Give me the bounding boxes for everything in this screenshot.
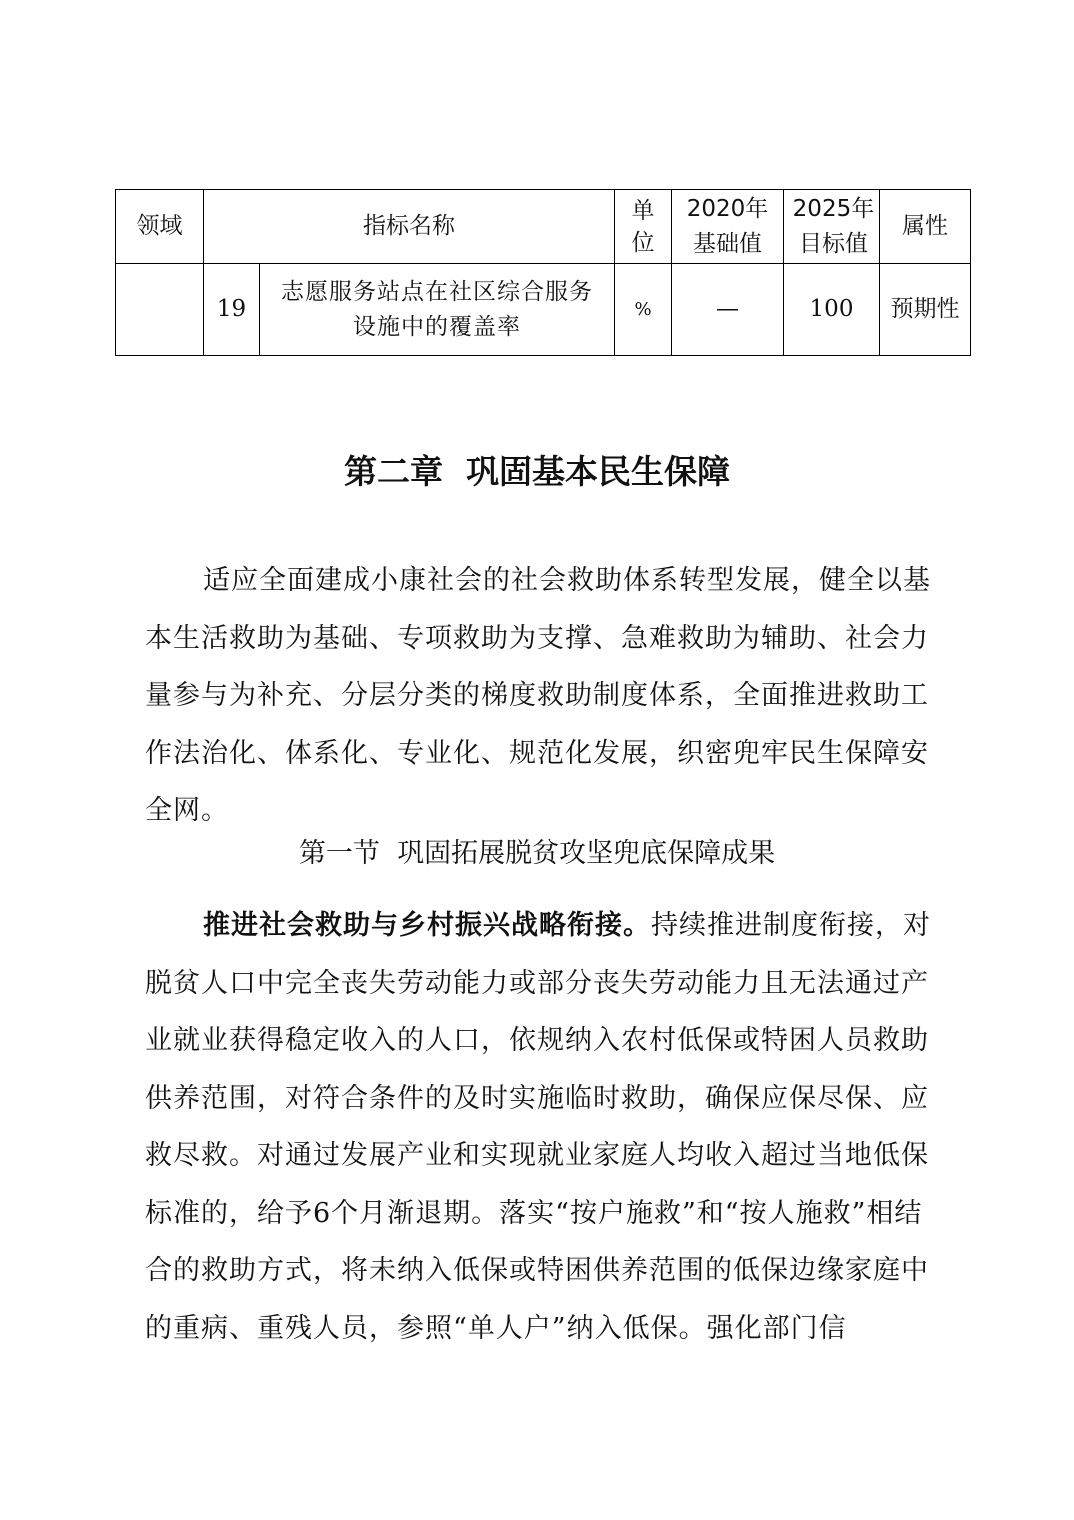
cell-number: 19 [204,264,260,356]
chapter-intro-paragraph: 适应全面建成小康社会的社会救助体系转型发展，健全以基本生活救助为基础、专项救助为支撑、急难救助为辅助、社会力量参与为补充、分层分类的梯度救助制度体系，全面推进救助工作法治化、体系化、专业化、规范化发展，织密兜牢民生保障安全网。 [145,565,931,826]
section-title: 第一节 巩固拓展脱贫攻坚兜底保障成果 [298,838,776,869]
header-base-2020-text: 2020年基础值 [686,195,769,257]
table-row [116,264,971,356]
indicator-table [115,189,971,356]
cell-indicator-name [260,264,615,356]
section-paragraph [145,897,945,1357]
cell-domain [116,264,204,356]
header-domain: 领域 [116,190,204,264]
cell-attribute: 预期性 [880,264,971,356]
cell-unit: % [615,264,672,356]
header-indicator-name: 指标名称 [204,190,615,264]
cell-target-2025: 100 [784,264,880,356]
section-lead-text: 推进社会救助与乡村振兴战略衔接。 [203,910,651,941]
cell-base-2020: — [672,264,784,356]
header-unit-text: 单位 [631,197,655,256]
chapter-title: 第二章 巩固基本民生保障 [344,452,730,491]
table-header-row [116,190,971,264]
section-body-text: 持续推进制度衔接，对脱贫人口中完全丧失劳动能力或部分丧失劳动能力且无法通过产业就业获得稳定收入的人口，依规纳入农村低保或特困人员救助供养范围，对符合条件的及时实施临时救助，确保应保尽保、应救尽救。对通过发展产业和实现就业家庭人均收入超过当地低保标准的，给予6个月渐退期。落实“按户施救”和“按人施救”相结合的救助方式，将未纳入低保或特困供养范围的低保边缘家庭中的重病、重残人员，参照“单人户”纳入低保。强化部门信 [145,910,931,1344]
cell-indicator-name-text: 志愿服务站点在社区综合服务设施中的覆盖率 [281,278,593,340]
header-target-2025-text: 2025年目标值 [792,195,875,257]
header-unit [615,190,672,264]
header-base-2020 [672,190,784,264]
header-target-2025 [784,190,880,264]
header-attribute: 属性 [880,190,971,264]
